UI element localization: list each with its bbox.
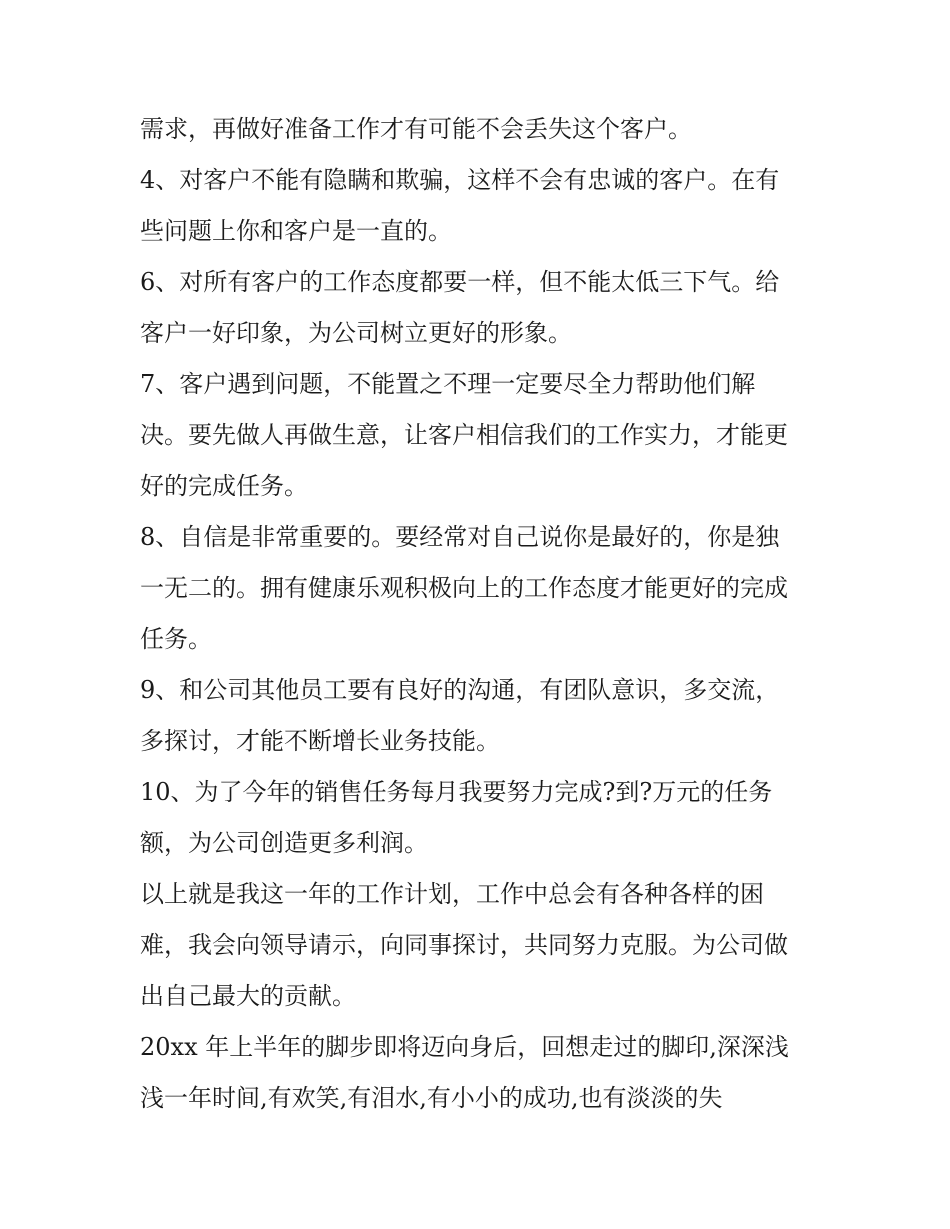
text-line: 10、为了今年的销售任务每月我要努力完成?到?万元的任务: [140, 778, 773, 806]
text-line: 任务。: [140, 625, 212, 653]
text-line: 4、对客户不能有隐瞒和欺骗，这样不会有忠诚的客户。在有: [140, 166, 780, 194]
text-line: 些问题上你和客户是一直的。: [140, 217, 452, 245]
text-line: 决。要先做人再做生意，让客户相信我们的工作实力，才能更: [140, 421, 788, 449]
text-line: 出自己最大的贡献。: [140, 982, 356, 1010]
text-line: 20xx 年上半年的脚步即将迈向身后，回想走过的脚印,深深浅: [140, 1033, 789, 1061]
text-line: 9、和公司其他员工要有良好的沟通，有团队意识，多交流，: [140, 676, 780, 704]
text-line: 6、对所有客户的工作态度都要一样，但不能太低三下气。给: [140, 268, 780, 296]
text-line: 7、客户遇到问题，不能置之不理一定要尽全力帮助他们解: [140, 370, 756, 398]
document-body: [140, 104, 830, 1124]
text-line: 需求，再做好准备工作才有可能不会丢失这个客户。: [140, 115, 692, 143]
text-line: 客户一好印象，为公司树立更好的形象。: [140, 319, 572, 347]
text-line: 难，我会向领导请示，向同事探讨，共同努力克服。为公司做: [140, 931, 788, 959]
text-line: 额，为公司创造更多利润。: [140, 829, 428, 857]
text-line: 以上就是我这一年的工作计划，工作中总会有各种各样的困: [140, 880, 764, 908]
text-line: 好的完成任务。: [140, 472, 308, 500]
text-line: 8、自信是非常重要的。要经常对自己说你是最好的，你是独: [140, 523, 780, 551]
text-line: 一无二的。拥有健康乐观积极向上的工作态度才能更好的完成: [140, 574, 788, 602]
text-line: 多探讨，才能不断增长业务技能。: [140, 727, 500, 755]
text-line: 浅一年时间,有欢笑,有泪水,有小小的成功,也有淡淡的失: [140, 1084, 723, 1112]
